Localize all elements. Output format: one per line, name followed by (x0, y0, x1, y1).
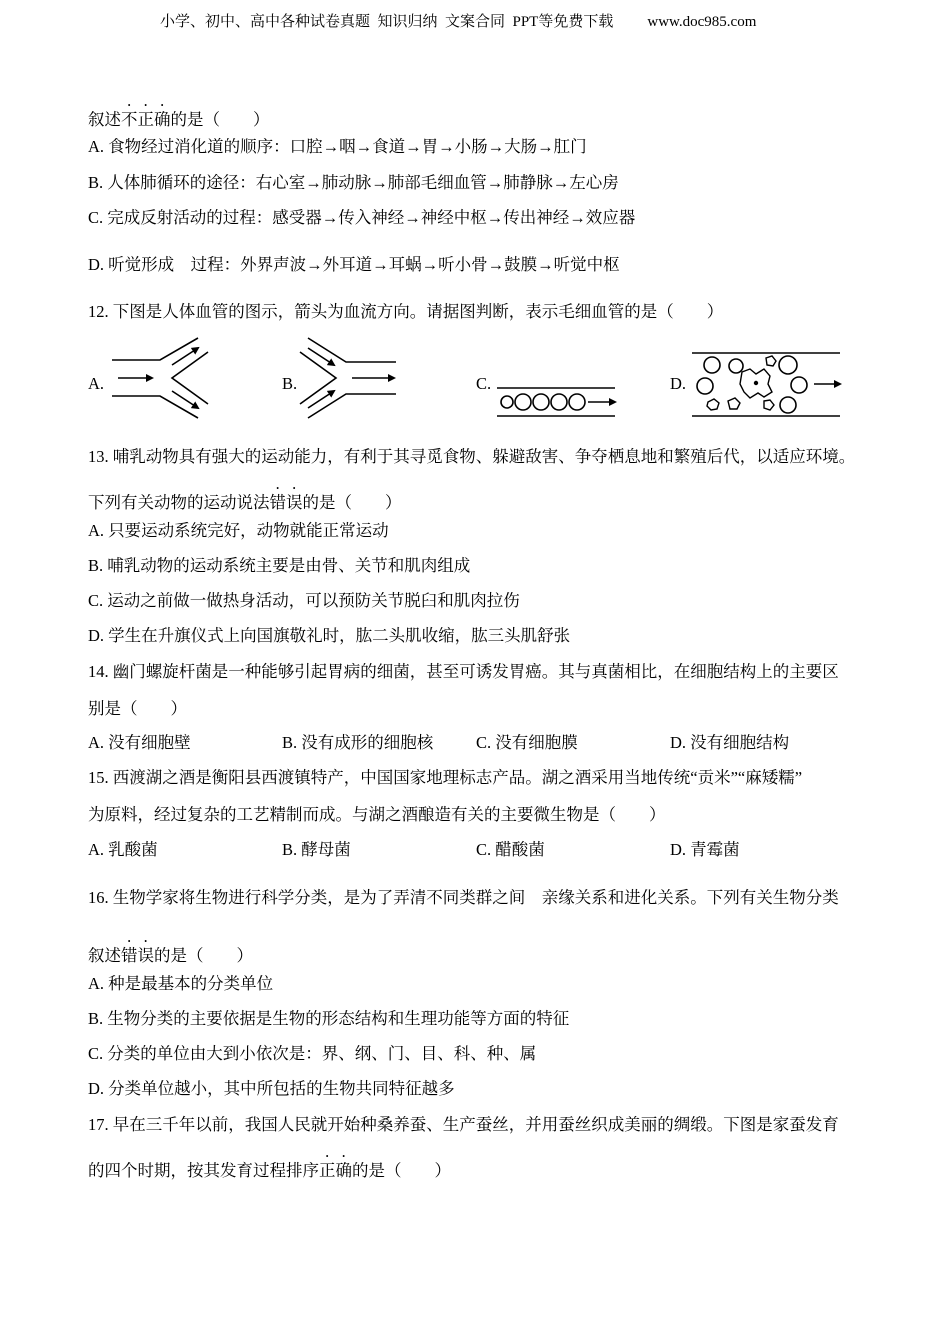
blood-flow-arrow-lower (308, 391, 334, 408)
page-header (160, 13, 756, 31)
q15-option-c: C. 醋酸菌 (476, 840, 545, 859)
q17-stem-after: 的是（ ） (352, 1161, 451, 1180)
q13-option-a: A. 只要运动系统完好，动物就能正常运动 (88, 521, 389, 540)
q13-stem-line2 (88, 484, 402, 513)
platelet (764, 400, 774, 410)
q15-option-d: D. 青霉菌 (670, 840, 740, 859)
blood-cell (729, 359, 743, 373)
vessel-wall-bottom (308, 394, 396, 418)
q13-stem-before: 下列有关动物的运动说法 (88, 493, 270, 512)
q11-stem-end (88, 101, 270, 130)
blood-cell (791, 377, 807, 393)
q14-option-b: B. 没有成形的细胞核 (282, 733, 434, 752)
q14-option-c: C. 没有细胞膜 (476, 733, 578, 752)
blood-cell (704, 357, 720, 373)
q11-option-a: A. 食物经过消化道的顺序：口腔→咽→食道→胃→小肠→大肠→肛门 (88, 137, 587, 156)
cell-nucleus (754, 381, 758, 385)
blood-cell (515, 394, 531, 410)
header-site-url: www.doc985.com (647, 14, 757, 30)
q17-stem-line1: 17. 早在三千年以前，我国人民就开始种桑养蚕、生产蚕丝，并用蚕丝织成美丽的绸缎。下图是家蚕发育 (88, 1115, 839, 1134)
q11-option-c: C. 完成反射活动的过程：感受器→传入神经→神经中枢→传出神经→效应器 (88, 208, 636, 227)
blood-cell (780, 397, 796, 413)
q16-stem-line2 (88, 937, 253, 966)
q15-option-a: A. 乳酸菌 (88, 840, 158, 859)
q14-option-d: D. 没有细胞结构 (670, 733, 790, 752)
q16-stem-line1: 16. 生物学家将生物进行科学分类，是为了弄清不同类群之间 亲缘关系和进化关系。下列有关生物分类 (88, 888, 839, 907)
blood-flow-arrow-upper (308, 348, 334, 365)
q13-option-c: C. 运动之前做一做热身活动，可以预防关节脱臼和肌肉拉伤 (88, 591, 520, 610)
vessel-wall-top (308, 338, 396, 362)
platelet (766, 356, 776, 366)
q12-figure-a (108, 334, 214, 422)
header-slogan: 小学、初中、高中各种试卷真题 知识归纳 文案合同 PPT等免费下载 (160, 14, 614, 30)
platelet (707, 399, 719, 410)
blood-cell (533, 394, 549, 410)
q14-option-a: A. 没有细胞壁 (88, 733, 191, 752)
vessel-wall-inner (172, 352, 208, 404)
q11-stem-emphasis: 不正确 (121, 110, 171, 129)
blood-cell (551, 394, 567, 410)
q16-option-a: A. 种是最基本的分类单位 (88, 974, 274, 993)
q16-option-d: D. 分类单位越小，其中所包括的生物共同特征越多 (88, 1079, 455, 1098)
q16-stem-emphasis: 错误 (121, 946, 154, 965)
q13-stem-line1: 13. 哺乳动物具有强大的运动能力，有利于其寻觅食物、躲避敌害、争夺栖息地和繁殖后代，以适应环境。 (88, 447, 856, 466)
q12-figure-b (300, 334, 400, 422)
q17-stem-line2 (88, 1152, 451, 1181)
q11-stem-after: 的是（ ） (170, 110, 270, 129)
q16-stem-after: 的是（ ） (154, 946, 253, 965)
blood-cell (697, 378, 713, 394)
q12-figure-label-d: D. (670, 374, 687, 393)
q13-option-d: D. 学生在升旗仪式上向国旗敬礼时，肱二头肌收缩，肱三头肌舒张 (88, 626, 571, 645)
q11-option-b: B. 人体肺循环的途径：右心室→肺动脉→肺部毛细血管→肺静脉→左心房 (88, 173, 619, 192)
q12-figure-d (690, 346, 846, 422)
q13-stem-after: 的是（ ） (302, 493, 402, 512)
q11-stem-before: 叙述 (88, 110, 121, 129)
q12-stem: 12. 下图是人体血管的图示，箭头为血流方向。请据图判断，表示毛细血管的是（ ） (88, 302, 724, 321)
q17-stem-before: 的四个时期，按其发育过程排序 (88, 1161, 319, 1180)
q14-stem-line1: 14. 幽门螺旋杆菌是一种能够引起胃病的细菌，甚至可诱发胃癌。其与真菌相比，在细胞结构上的主要区 (88, 662, 839, 681)
q12-figure-c (494, 372, 620, 422)
blood-cell (501, 396, 513, 408)
q15-stem-line1: 15. 西渡湖之酒是衡阳县西渡镇特产，中国国家地理标志产品。湖之酒采用当地传统“贡米”“麻矮糯” (88, 768, 803, 787)
vessel-wall-inner (300, 352, 336, 404)
platelet (728, 398, 740, 409)
q13-option-b: B. 哺乳动物的运动系统主要是由骨、关节和肌肉组成 (88, 556, 471, 575)
q16-option-b: B. 生物分类的主要依据是生物的形态结构和生理功能等方面的特征 (88, 1009, 570, 1028)
q12-figure-label-a: A. (88, 374, 105, 393)
q13-stem-emphasis: 错误 (269, 493, 303, 512)
q16-stem-before: 叙述 (88, 946, 121, 965)
q12-figure-label-b: B. (282, 374, 298, 393)
blood-cell (779, 356, 797, 374)
q16-option-c: C. 分类的单位由大到小依次是：界、纲、门、目、科、种、属 (88, 1044, 537, 1063)
q15-stem-line2: 为原料，经过复杂的工艺精制而成。与湖之酒酿造有关的主要微生物是（ ） (88, 805, 666, 824)
q14-stem-line2: 别是（ ） (88, 699, 187, 718)
blood-cell (569, 394, 585, 410)
q17-stem-emphasis: 正确 (319, 1161, 352, 1180)
q15-option-b: B. 酵母菌 (282, 840, 351, 859)
q11-option-d: D. 听觉形成 过程：外界声波→外耳道→耳蜗→听小骨→鼓膜→听觉中枢 (88, 255, 620, 274)
q12-figure-label-c: C. (476, 374, 492, 393)
